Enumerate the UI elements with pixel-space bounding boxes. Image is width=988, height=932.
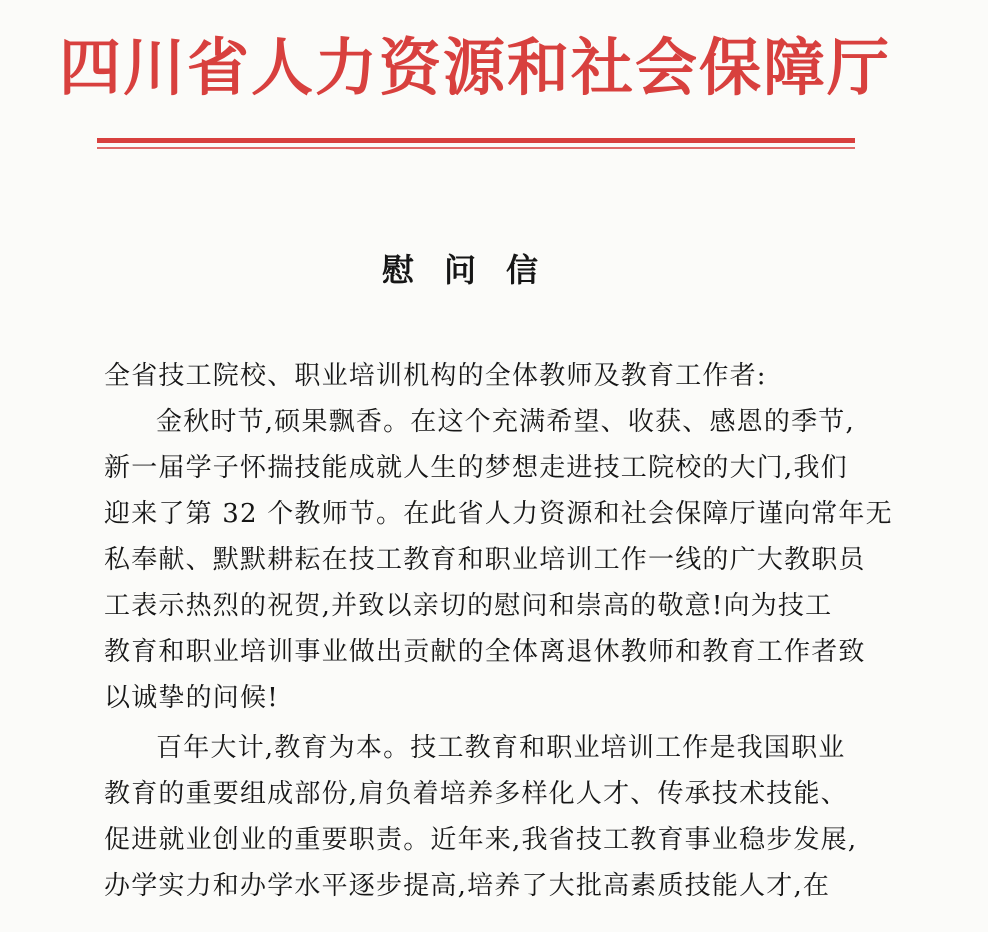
- body-line: 新一届学子怀揣技能成就人生的梦想走进技工院校的大门,我们: [104, 453, 848, 483]
- letterhead-title: 四川省人力资源和社会保障厅: [58, 31, 891, 104]
- body-line: 教育的重要组成部份,肩负着培养多样化人才、传承技术技能、: [104, 779, 848, 809]
- salutation-line: 全省技工院校、职业培训机构的全体教师及教育工作者:: [104, 361, 767, 391]
- body-line: 私奉献、默默耕耘在技工教育和职业培训工作一线的广大教职员: [104, 545, 866, 575]
- body-line: 办学实力和办学水平逐步提高,培养了大批高素质技能人才,在: [104, 871, 831, 901]
- body-line: 教育和职业培训事业做出贡献的全体离退休教师和教育工作者致: [104, 637, 866, 667]
- letterhead-rule-thick: [97, 138, 855, 143]
- body-line: 工表示热烈的祝贺,并致以亲切的慰问和崇高的敬意!向为技工: [104, 591, 833, 621]
- body-line: 促进就业创业的重要职责。近年来,我省技工教育事业稳步发展,: [104, 825, 858, 855]
- body-line: 百年大计,教育为本。技工教育和职业培训工作是我国职业: [156, 733, 846, 763]
- body-line: 金秋时节,硕果飘香。在这个充满希望、收获、感恩的季节,: [156, 407, 855, 437]
- body-line: 以诚挚的问候!: [104, 683, 279, 713]
- letterhead-rule-thin: [97, 147, 855, 149]
- body-line: 迎来了第 32 个教师节。在此省人力资源和社会保障厅谨向常年无: [104, 499, 893, 529]
- letter-title: 慰问信: [381, 251, 568, 289]
